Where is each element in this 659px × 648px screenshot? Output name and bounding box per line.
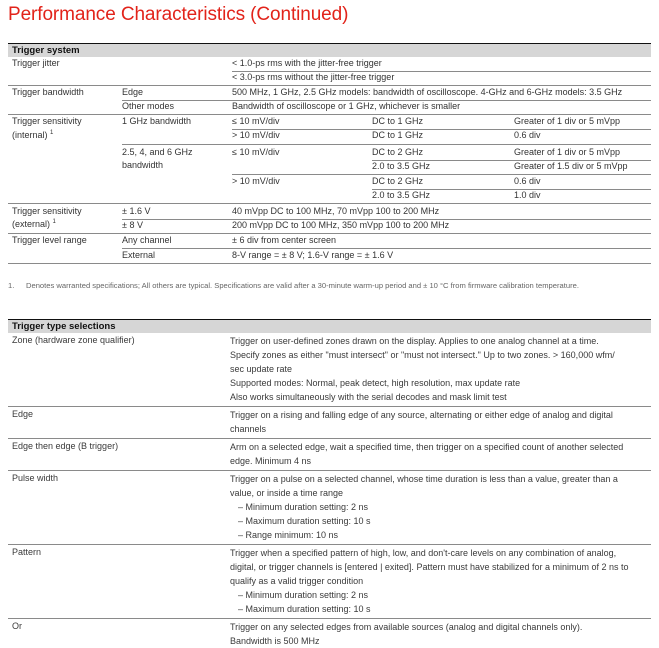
row-divider: [122, 144, 651, 145]
sens-freq: DC to 1 GHz: [372, 130, 424, 140]
description-line: qualify as a valid trigger condition: [230, 576, 364, 586]
sens-value: 0.6 div: [514, 176, 541, 186]
description-line: Trigger on a rising and falling edge of any source, alternating or either edge of analog and digital: [230, 410, 613, 420]
description-line: edge. Minimum 4 ns: [230, 456, 312, 466]
sens-cond: ≤ 10 mV/div: [232, 147, 280, 157]
level-value: ± 6 div from center screen: [232, 235, 336, 245]
trigger-bandwidth-label: Trigger bandwidth: [12, 87, 84, 97]
ext-range: ± 8 V: [122, 220, 143, 230]
sens-value: 1.0 div: [514, 190, 541, 200]
sensitivity-internal-label: Trigger sensitivity: [12, 116, 82, 126]
sens-cond: > 10 mV/div: [232, 176, 280, 186]
bandwidth-group-name: bandwidth: [122, 160, 164, 170]
sens-cond: > 10 mV/div: [232, 130, 280, 140]
table-row: [8, 545, 651, 619]
bullet-item: – Maximum duration setting: 10 s: [238, 516, 371, 526]
trigger-type-name: Edge: [12, 409, 34, 419]
sensitivity-external-label: Trigger sensitivity: [12, 206, 82, 216]
sens-cond: ≤ 10 mV/div: [232, 116, 280, 126]
footnote-number: 1.: [8, 281, 15, 290]
sens-freq: DC to 2 GHz: [372, 176, 424, 186]
description-line: digital, or trigger channels is [entered | exited]. Pattern must have stabilized for a minimum of 2 ns to: [230, 562, 629, 572]
footnote: [8, 280, 648, 291]
bullet-item: – Minimum duration setting: 2 ns: [238, 590, 369, 600]
description-line: Also works simultaneously with the serial decodes and mask limit test: [230, 392, 507, 402]
bandwidth-value: 500 MHz, 1 GHz, 2.5 GHz models: bandwidth of oscilloscope. 4-GHz and 6-GHz models: 3.5 GHz: [232, 87, 623, 97]
bandwidth-group-name: 1 GHz bandwidth: [122, 116, 192, 126]
level-range-label: Trigger level range: [12, 235, 87, 245]
trigger-type-description: [230, 472, 651, 542]
description-line: Specify zones as either "must intersect" or "must not intersect." Up to two zones. > 160,000 wfm/: [230, 350, 615, 360]
trigger-jitter-label: Trigger jitter: [12, 58, 60, 68]
trigger-type-name: Edge then edge (B trigger): [12, 441, 119, 451]
description-line: Trigger on any selected edges from available sources (analog and digital channels only).: [230, 622, 583, 632]
sens-value: Greater of 1 div or 5 mVpp: [514, 147, 621, 157]
sens-value: Greater of 1 div or 5 mVpp: [514, 116, 621, 126]
bullet-item: – Range minimum: 10 ns: [238, 530, 339, 540]
ext-value: 200 mVpp DC to 100 MHz, 350 mVpp 100 to 200 MHz: [232, 220, 450, 230]
trigger-type-name: Pulse width: [12, 473, 59, 483]
trigger-type-name: Zone (hardware zone qualifier): [12, 335, 135, 345]
trigger-jitter-value: < 1.0-ps rms with the jitter-free trigger: [232, 58, 382, 68]
table-row: [8, 471, 651, 545]
row-divider: [232, 129, 651, 130]
trigger-jitter-value: < 3.0-ps rms without the jitter-free trigger: [232, 72, 395, 82]
trigger-type-description: [230, 620, 651, 648]
table-row: [8, 619, 651, 648]
sens-freq: 2.0 to 3.5 GHz: [372, 161, 431, 171]
bandwidth-value: Bandwidth of oscilloscope or 1 GHz, whichever is smaller: [232, 101, 461, 111]
row-divider: [8, 263, 651, 264]
bullet-item: – Maximum duration setting: 10 s: [238, 604, 371, 614]
level-source: Any channel: [122, 235, 172, 245]
sens-freq: DC to 2 GHz: [372, 147, 424, 157]
trigger-types-table: [8, 333, 651, 648]
trigger-type-name: Pattern: [12, 547, 42, 557]
trigger-type-description: [230, 408, 651, 436]
trigger-system-header: Trigger system: [8, 43, 651, 57]
description-line: channels: [230, 424, 267, 434]
bandwidth-mode: Edge: [122, 87, 144, 97]
bandwidth-group-name: 2.5, 4, and 6 GHz: [122, 147, 193, 157]
sensitivity-external-label: (external) $^1$: [12, 219, 56, 229]
description-line: Trigger on a pulse on a selected channel, whose time duration is less than a value, greater than a: [230, 474, 618, 484]
footnote-ref: 1: [50, 130, 54, 136]
sens-value: Greater of 1.5 div or 5 mVpp: [514, 161, 628, 171]
description-line: Supported modes: Normal, peak detect, high resolution, max update rate: [230, 378, 521, 388]
ext-range: ± 1.6 V: [122, 206, 151, 216]
description-line: sec update rate: [230, 364, 293, 374]
level-value: 8-V range = ± 8 V; 1.6-V range = ± 1.6 V: [232, 250, 394, 260]
row-divider: [232, 174, 651, 175]
description-line: Trigger on user-defined zones drawn on the display. Applies to one analog channel at a time.: [230, 336, 599, 346]
table-row: [8, 439, 651, 471]
description-line: Bandwidth is 500 MHz: [230, 636, 320, 646]
description-line: value, or inside a time range: [230, 488, 344, 498]
table-row: [8, 407, 651, 439]
bandwidth-mode: Other modes: [122, 101, 175, 111]
trigger-types-header: Trigger type selections: [8, 319, 651, 333]
page-title: Performance Characteristics (Continued): [8, 4, 349, 25]
sens-freq: 2.0 to 3.5 GHz: [372, 190, 431, 200]
trigger-type-description: [230, 546, 651, 616]
description-line: Arm on a selected edge, wait a specified time, then trigger on a specified count of another selected: [230, 442, 624, 452]
description-line: Trigger when a specified pattern of high, low, and don't-care levels on any combination of analog,: [230, 548, 617, 558]
footnote-ref: 1: [52, 219, 56, 225]
level-source: External: [122, 250, 156, 260]
footnote-text: Denotes warranted specifications; All others are typical. Specifications are valid after a 30-minute warm-up period and ± 10 °C from firmware calibration temperature.: [26, 281, 579, 290]
trigger-type-name: Or: [12, 621, 22, 631]
ext-value: 40 mVpp DC to 100 MHz, 70 mVpp 100 to 200 MHz: [232, 206, 440, 216]
table-row: [8, 333, 651, 407]
bullet-item: – Minimum duration setting: 2 ns: [238, 502, 369, 512]
sensitivity-internal-label: (internal) $^1$: [12, 130, 54, 140]
sens-value: 0.6 div: [514, 130, 541, 140]
sens-freq: DC to 1 GHz: [372, 116, 424, 126]
row-divider: [8, 203, 651, 204]
trigger-type-description: [230, 334, 651, 404]
trigger-type-description: [230, 440, 651, 468]
